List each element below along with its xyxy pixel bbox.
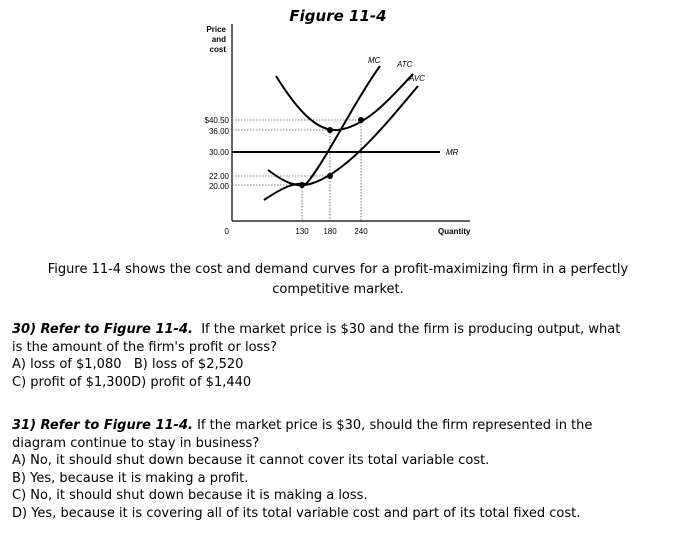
- point-q180-avc: [327, 173, 333, 179]
- question-30-options-cd: C) profit of $1,300D) profit of $1,440: [12, 374, 252, 390]
- y-axis-label-line-3: cost: [209, 45, 226, 54]
- question-30-first-line: [12, 321, 668, 339]
- question-31-option-a: A) No, it should shut down because it cannot cover its total variable cost.: [12, 453, 490, 468]
- point-q240-atc: [358, 117, 364, 123]
- point-q130-avc: [299, 182, 305, 188]
- avc-label: AVC: [409, 74, 426, 83]
- mr-label: MR: [446, 148, 459, 157]
- question-30-line-1: If the market price is $30 and the firm is producing output, what: [201, 322, 621, 337]
- question-30-options-ab: A) loss of $1,080 B) loss of $2,520: [12, 357, 244, 372]
- question-31-line-2: diagram continue to stay in business?: [12, 435, 260, 451]
- figure-title: Figure 11-4: [289, 7, 387, 25]
- x-axis-label: Quantity: [438, 227, 471, 236]
- y-axis-label-line-2: and: [211, 35, 226, 44]
- y-tick-30: 30.00: [208, 148, 229, 157]
- question-30-ref: 30) Refer to Figure 11-4.: [12, 322, 193, 337]
- x-tick-130: 130: [295, 227, 309, 236]
- question-31-option-b: B) Yes, because it is making a profit.: [12, 470, 249, 486]
- y-axis-label-line-1: Price: [206, 25, 226, 34]
- x-tick-240: 240: [354, 227, 368, 236]
- atc-label: ATC: [397, 60, 413, 69]
- x-tick-180: 180: [323, 227, 337, 236]
- y-tick-36: 36.00: [208, 127, 229, 136]
- cost-curves-figure: [0, 0, 676, 250]
- y-tick-20: 20.00: [208, 182, 229, 191]
- question-31-option-d: D) Yes, because it is covering all of its total variable cost and part of its total fixed cost.: [12, 505, 581, 521]
- avc-curve: [268, 86, 418, 185]
- figure-caption: Figure 11-4 shows the cost and demand curves for a profit-maximizing firm in a perfectly competitive market.: [47, 262, 629, 297]
- question-31-ref: 31) Refer to Figure 11-4.: [12, 418, 193, 433]
- point-q180-atc: [327, 127, 333, 133]
- question-31-option-c: C) No, it should shut down because it is making a loss.: [12, 488, 368, 503]
- origin-label: 0: [224, 227, 229, 236]
- question-31: [12, 417, 668, 522]
- question-30: [12, 321, 668, 391]
- question-31-line-1: If the market price is $30, should the firm represented in the: [197, 418, 593, 433]
- mc-label: MC: [368, 56, 381, 65]
- y-tick-22: 22.00: [208, 172, 229, 181]
- question-31-first-line: [12, 417, 668, 435]
- y-tick-40-50: $40.50: [204, 116, 229, 125]
- question-30-line-2: is the amount of the firm's profit or loss?: [12, 339, 277, 355]
